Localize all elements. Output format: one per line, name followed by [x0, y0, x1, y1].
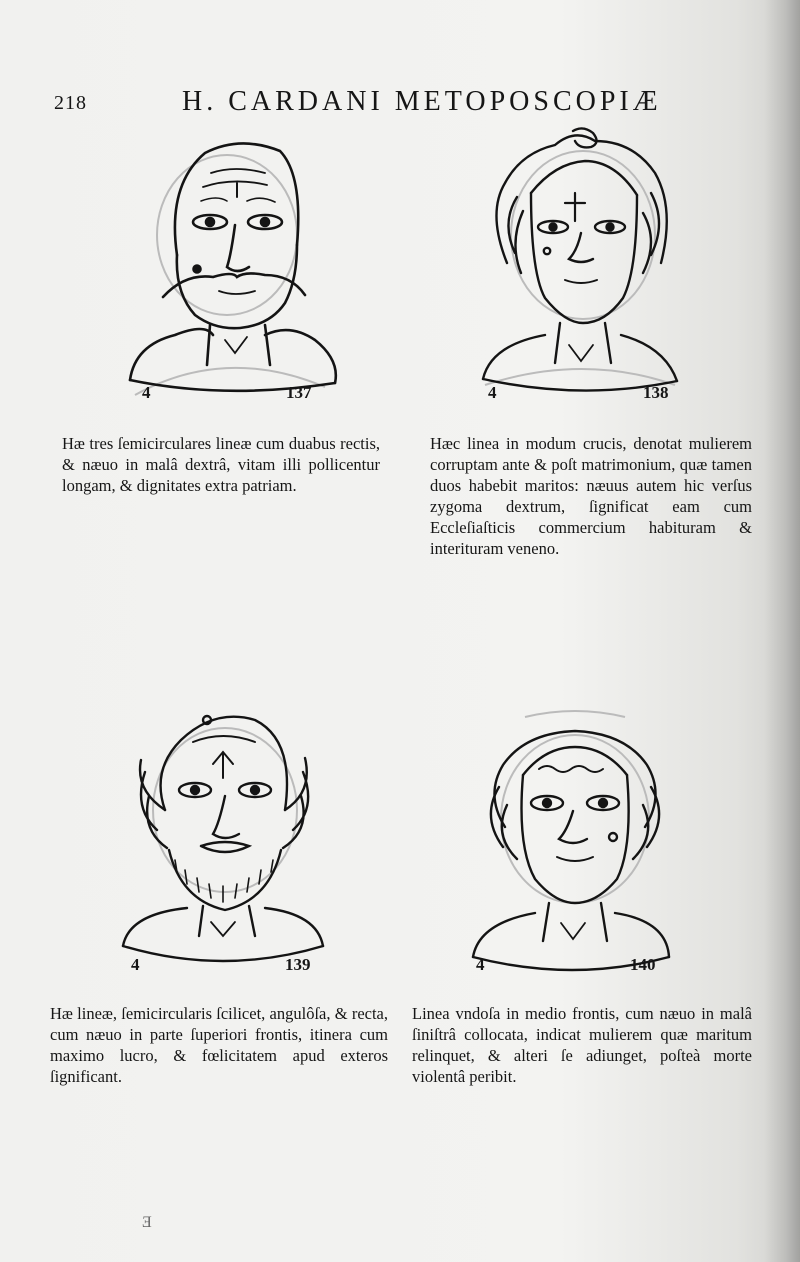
page-edge-shadow: [764, 0, 800, 1262]
face-illustration-139: [105, 700, 345, 980]
figure-137-left-label: 4: [142, 383, 151, 402]
figure-138-number: 138: [643, 383, 669, 402]
figure-137-number: 137: [286, 383, 312, 402]
face-137-drawing: [115, 125, 355, 405]
running-head: H. CARDANI METOPOSCOPIÆ: [182, 86, 662, 117]
signature-mark: E: [142, 1214, 152, 1231]
face-139-drawing: [105, 700, 345, 980]
caption-figure-137: [62, 433, 380, 496]
caption-139-text: Hæ lineæ, ſemicircularis ſcilicet, angulôſa, & recta, cum næuo in parte ſuperiori frontis, itinera cum maximo lucro, & fœlicitatem apud exteros ſignificant.: [50, 1004, 388, 1086]
face-138-drawing: [465, 123, 705, 403]
figure-140-number: 140: [630, 955, 656, 974]
figure-139-left-label: 4: [131, 955, 140, 974]
face-140-drawing: [455, 707, 695, 987]
page-number: 218: [54, 92, 87, 114]
figure-140-left-label: 4: [476, 955, 485, 974]
figure-138-left-label: 4: [488, 383, 497, 402]
face-illustration-140: [455, 707, 695, 987]
caption-137-text: Hæ tres ſemicirculares lineæ cum duabus rectis, & næuo in malâ dextrâ, vitam illi pollicentur longam, & dignitates extra patriam.: [62, 434, 380, 495]
caption-140-text: Linea vndoſa in medio frontis, cum næuo in malâ ſiniſtrâ collocata, indicat mulierem quæ maritum relinquet, & alteri ſe adiunget, poſteà morte violentâ peribit.: [412, 1004, 752, 1086]
face-illustration-138: [465, 123, 705, 403]
caption-figure-140: [412, 1003, 752, 1087]
caption-figure-138: [430, 433, 752, 559]
face-illustration-137: [115, 125, 355, 405]
figure-139-number: 139: [285, 955, 311, 974]
page-header: [42, 84, 742, 120]
caption-figure-139: [50, 1003, 388, 1087]
caption-138-text: Hæc linea in modum crucis, denotat mulierem corruptam ante & poſt matrimonium, quæ tamen duos habebit maritos: næuus autem hic verſus zygoma dextrum, ſignificat eam cum Eccleſiaſticis commercium habituram & interituram veneno.: [430, 434, 752, 558]
